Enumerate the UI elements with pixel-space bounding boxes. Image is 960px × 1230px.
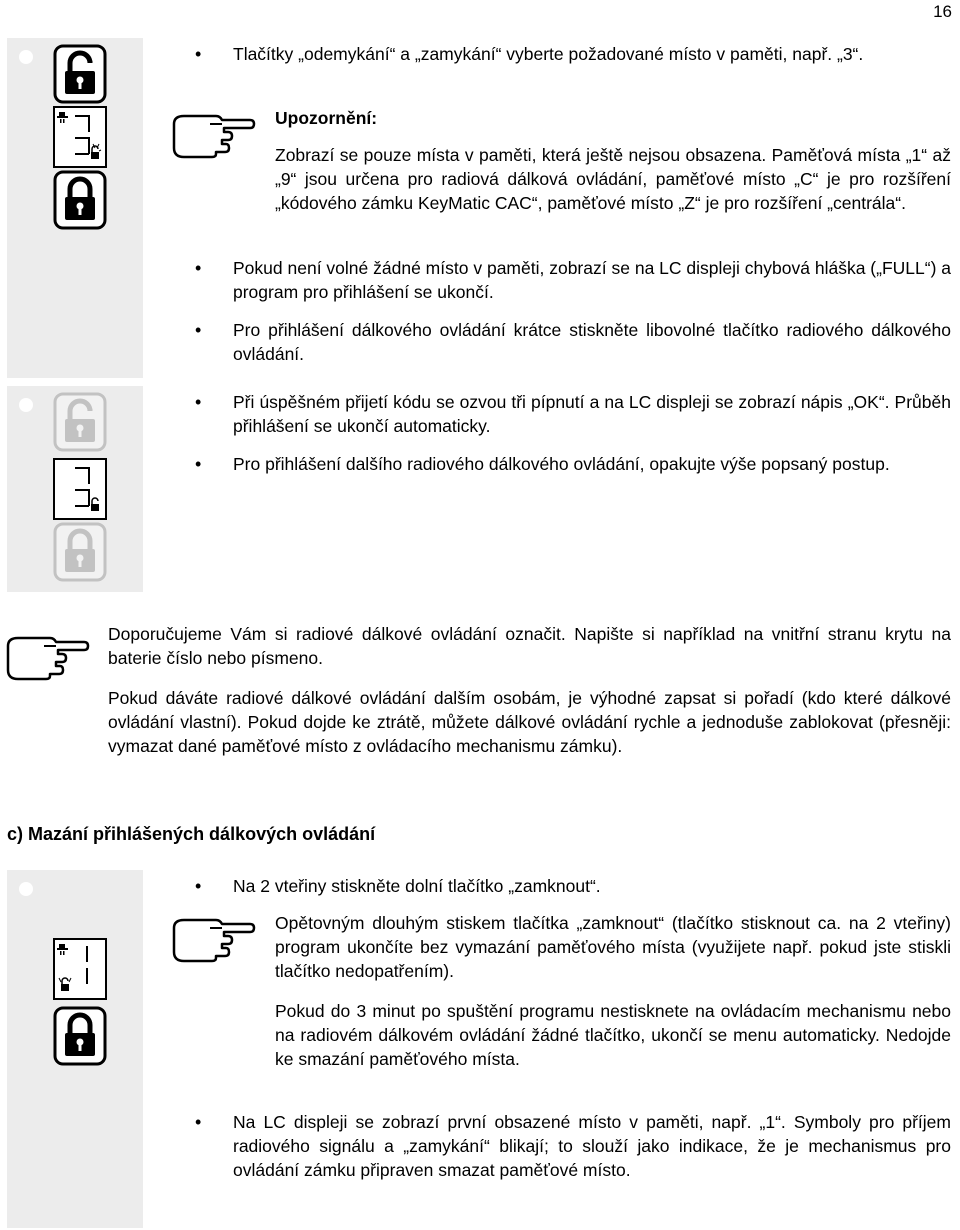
- panel-dot: [19, 398, 33, 412]
- lock-button-icon: [53, 522, 107, 588]
- list-item: • Při úspěšném přijetí kódu se ozvou tři pípnutí a na LC displeji se zobrazí nápis „OK“. Průběh přihlášení se ukončí automaticky.: [233, 390, 951, 438]
- device-panel-1: [7, 38, 143, 378]
- list-item: • Pro přihlášení dalšího radiového dálkového ovládání, opakujte výše popsaný postup.: [233, 452, 951, 476]
- list-item: • Na 2 vteřiny stiskněte dolní tlačítko „zamknout“.: [233, 874, 951, 898]
- pointing-hand-icon: [170, 914, 256, 970]
- panel-dot: [19, 882, 33, 896]
- list-item: • Pro přihlášení dálkového ovládání krátce stiskněte libovolné tlačítko radiového dálkového ovládání.: [233, 318, 951, 366]
- device-panel-2: [7, 386, 143, 592]
- list-item: • Na LC displeji se zobrazí první obsazené místo v paměti, např. „1“. Symboly pro příjem radiového signálu a „zamykání“ blikají; to slouží jako indikace, že je mechanismus pro ovládání zámku připraven smazat paměťové místo.: [233, 1110, 951, 1182]
- note-text: Pokud do 3 minut po spuštění programu nestisknete na ovládacím mechanismu nebo na radiovém dálkovém ovládání žádné tlačítko, ukončí se menu automaticky. Nedojde ke smazání paměťového místa.: [275, 1001, 951, 1069]
- unlock-button-icon: [53, 392, 107, 458]
- page-number: 16: [933, 2, 952, 21]
- recommend-paragraph-2: Pokud dáváte radiové dálkové ovládání dalším osobám, je výhodné zapsat si pořadí (kdo které dálkové ovládání vlastní). Pokud dojde ke ztrátě, můžete dálkové ovládání rychle a jednoduše zablokovat (přesněji: vymazat dané paměťové místo z ovládacího mechanismu zámku).: [108, 688, 951, 756]
- unlock-button-icon: [53, 44, 107, 110]
- instruction-list-4: [233, 874, 951, 898]
- instruction-list-5: [233, 1110, 951, 1182]
- note-text: Opětovným dlouhým stiskem tlačítka „zamknout“ (tlačítko stisknout ca. na 2 vteřiny) program ukončíte bez vymazání paměťového místa (využijete např. pokud jste stiskli tlačítko nedopatřením).: [275, 913, 951, 981]
- lcd-display-icon: [53, 938, 107, 1000]
- section-heading: c) Mazání přihlášených dálkových ovládání: [7, 824, 376, 844]
- device-panel-3: [7, 870, 143, 1228]
- note-text: Zobrazí se pouze místa v paměti, která ještě nejsou obsazena. Paměťová místa „1“ až „9“ jsou určena pro radiová dálková ovládání, paměťové místo „C“ je pro rozšíření „kódového zámku KeyMatic CAC“, paměťové místo „Z“ je pro rozšíření „centrála“.: [275, 145, 951, 213]
- instruction-list-3: [233, 390, 951, 476]
- panel-dot: [19, 50, 33, 64]
- lcd-display-icon: [53, 458, 107, 520]
- instruction-list-1: [233, 42, 951, 66]
- instruction-list-2: [233, 256, 951, 366]
- recommend-paragraph-1: Doporučujeme Vám si radiové dálkové ovládání označit. Napište si například na vnitřní stranu krytu na baterie číslo nebo písmeno.: [108, 624, 951, 668]
- list-item: • Pokud není volné žádné místo v paměti, zobrazí se na LC displeji chybová hláška („FULL“) a program pro přihlášení se ukončí.: [233, 256, 951, 304]
- pointing-hand-icon: [4, 632, 90, 688]
- list-item: • Tlačítky „odemykání“ a „zamykání“ vyberte požadované místo v paměti, např. „3“.: [233, 42, 951, 66]
- lcd-display-icon: [53, 106, 107, 168]
- lock-button-icon: [53, 1006, 107, 1072]
- note-title: Upozornění:: [275, 108, 378, 128]
- pointing-hand-icon: [170, 110, 256, 166]
- lock-button-icon: [53, 170, 107, 236]
